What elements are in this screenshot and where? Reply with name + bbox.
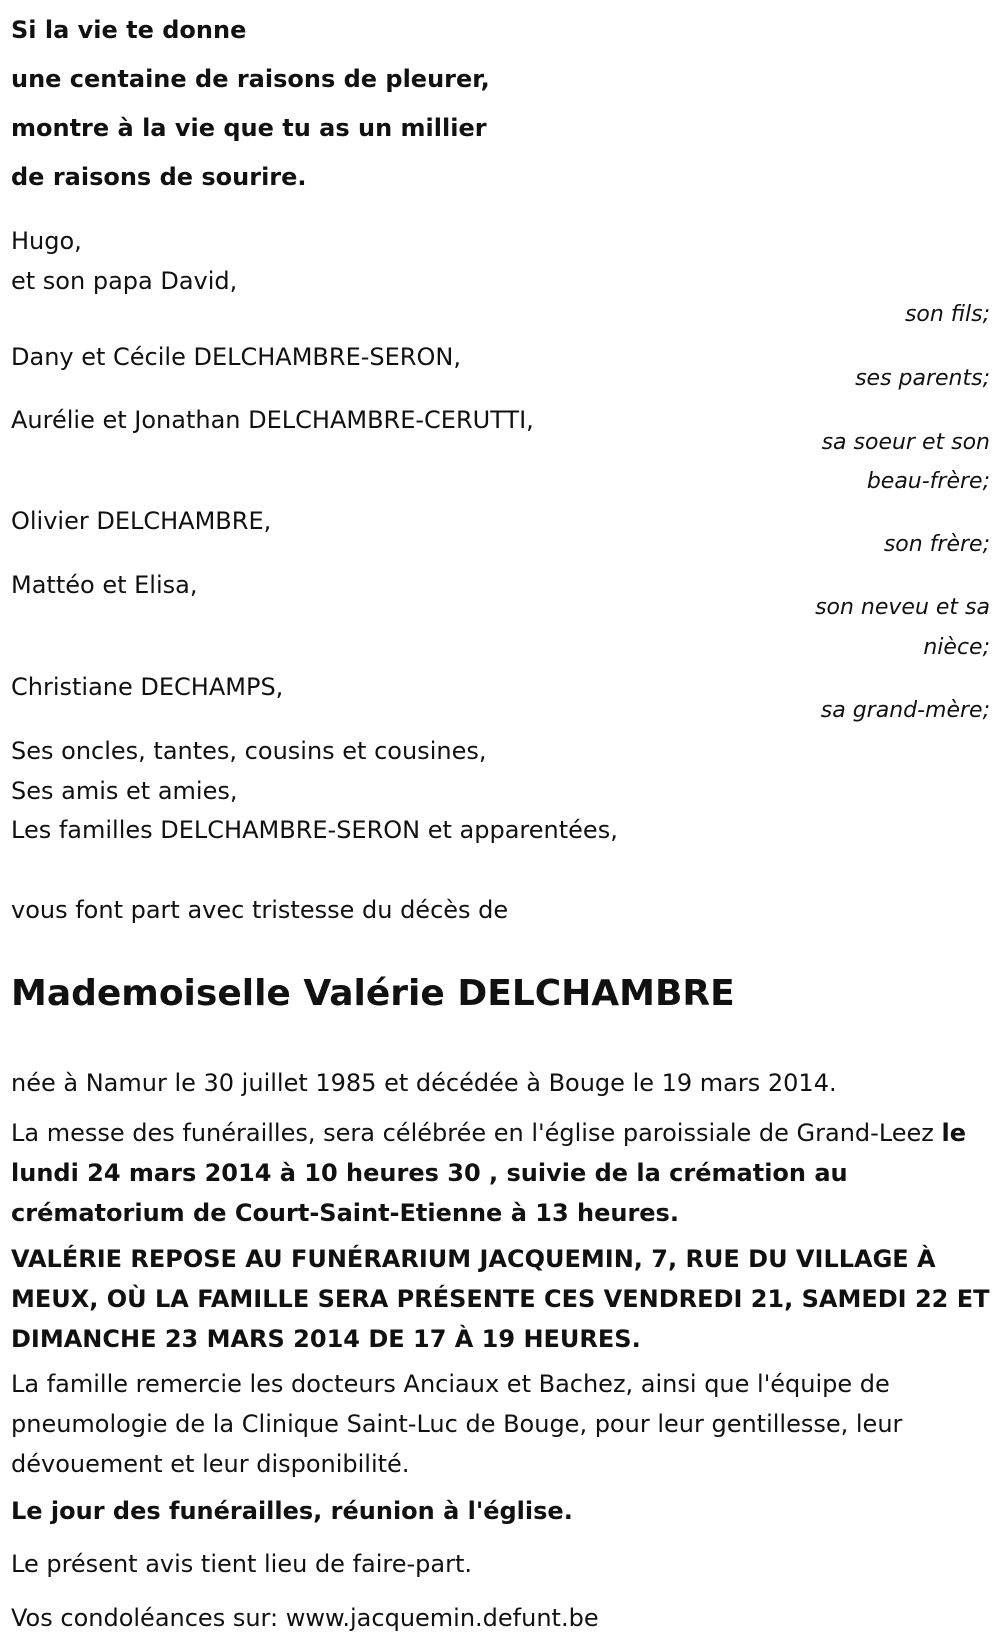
extended-family-line: Ses oncles, tantes, cousins et cousines, (11, 737, 487, 765)
thanks-message: La famille remercie les docteurs Anciaux et Bachez, ainsi que l'équipe de pneumologie de la Clinique Saint-Luc de Bouge, pour leur gentillesse, leur dévouement et leur disponibilité. (11, 1370, 903, 1478)
birth-death-dates: née à Namur le 30 juillet 1985 et décédée à Bouge le 19 mars 2014. (11, 1069, 837, 1097)
extended-family-line: Les familles DELCHAMBRE-SERON et apparentées, (11, 816, 618, 844)
poem-line: montre à la vie que tu as un millier (11, 114, 487, 142)
family-member-parents: Dany et Cécile DELCHAMBRE-SERON, (11, 343, 461, 371)
funeral-mass-schedule: le lundi 24 mars 2014 à 10 heures 30 , suivie de la crémation au crématorium de Court-Saint-Etienne à 13 heures. (11, 1119, 967, 1227)
faire-part-notice: Le présent avis tient lieu de faire-part. (11, 1550, 473, 1578)
family-member-hugo: Hugo, (11, 227, 82, 255)
relation-label-nephew-cont: nièce; (923, 635, 990, 660)
relation-label-son: son fils; (904, 302, 990, 327)
poem (11, 6, 711, 202)
funeral-mass-info (11, 1113, 991, 1233)
relation-label-nephew: son neveu et sa (815, 595, 990, 620)
deceased-name: Mademoiselle Valérie DELCHAMBRE (11, 973, 735, 1014)
relation-label-brother: son frère; (883, 532, 990, 557)
poem-line: une centaine de raisons de pleurer, (11, 65, 490, 93)
announcement: vous font part avec tristesse du décès de (11, 896, 509, 924)
poem-line: Si la vie te donne (11, 16, 247, 44)
relation-label-sister: sa soeur et son (821, 430, 990, 455)
family-member-sister: Aurélie et Jonathan DELCHAMBRE-CERUTTI, (11, 406, 534, 434)
relation-label-grandmother: sa grand-mère; (820, 698, 990, 723)
extended-family-line: Ses amis et amies, (11, 777, 238, 805)
reunion-notice: Le jour des funérailles, réunion à l'église. (11, 1497, 573, 1525)
family-member-brother: Olivier DELCHAMBRE, (11, 507, 272, 535)
condolences-link: Vos condoléances sur: www.jacquemin.defunt.be (11, 1604, 599, 1632)
funeral-mass-location: La messe des funérailles, sera célébrée en l'église paroissiale de Grand-Leez (11, 1119, 942, 1147)
funerarium-info: VALÉRIE REPOSE AU FUNÉRARIUM JACQUEMIN, 7, RUE DU VILLAGE À MEUX, OÙ LA FAMILLE SERA PRÉSENTE CES VENDREDI 21, SAMEDI 22 ET DIMANCHE 23 MARS 2014 DE 17 À 19 HEURES. (11, 1245, 990, 1353)
family-member-david: et son papa David, (11, 267, 238, 295)
family-member-nephew: Mattéo et Elisa, (11, 571, 198, 599)
relation-label-sister-cont: beau-frère; (866, 469, 990, 494)
relation-label-parents: ses parents; (855, 366, 990, 391)
family-member-grandmother: Christiane DECHAMPS, (11, 673, 284, 701)
poem-line: de raisons de sourire. (11, 163, 307, 191)
